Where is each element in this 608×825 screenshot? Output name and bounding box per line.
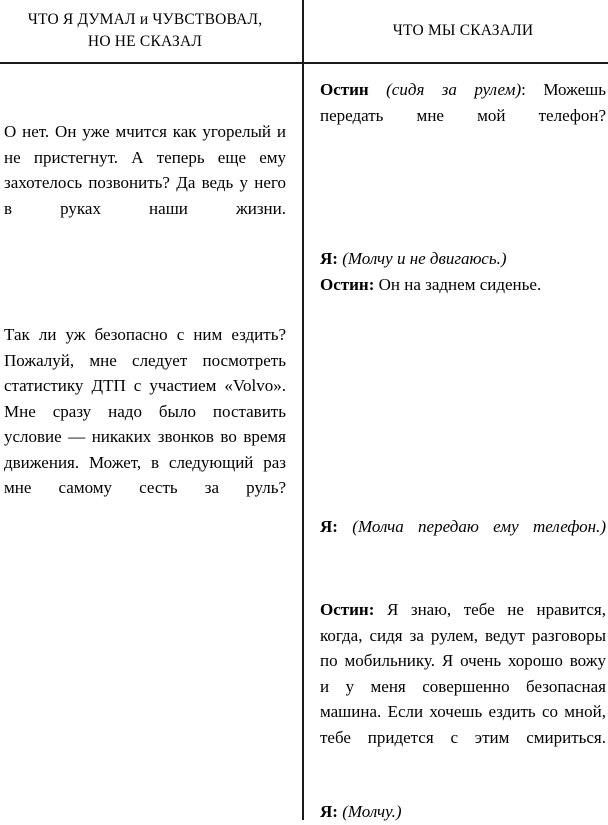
dialogue-speaker: Остин:: [320, 600, 375, 619]
dialogue-speaker: Я:: [320, 802, 338, 821]
dialogue-line-5: [320, 597, 606, 776]
table-header-row: [0, 0, 608, 64]
dialogue-speaker: Я:: [320, 517, 338, 536]
dialogue-speaker: Остин: [320, 80, 369, 99]
dialogue-line-2: [320, 246, 606, 272]
dialogue-stage-direction: (сидя за рулем): [386, 80, 522, 99]
left-paragraph-2: Так ли уж безопасно с ним ездить? Пожалуй, мне следует посмотреть статистику ДТП с участием «Volvo». Мне сразу надо было поставить условие — никаких звонков во время движения. Может, в следующий раз мне самому сесть за руль?: [4, 325, 286, 497]
left-paragraph-1: О нет. Он уже мчится как угорелый и не пристегнут. А теперь еще ему захотелось позвонить? Да ведь у него в руках наши жизни.: [4, 122, 286, 218]
table-body-row: [0, 64, 608, 820]
header-left-line1: ЧТО Я ДУМАЛ и ЧУВСТВОВАЛ,: [27, 11, 263, 28]
dialogue-line-1: [320, 77, 606, 154]
dialogue-space: [338, 517, 352, 536]
dialogue-text: Он на заднем сиденье.: [378, 275, 542, 294]
body-cell-right: [304, 64, 608, 820]
dialogue-line-6: [320, 799, 606, 825]
header-cell-left: [0, 0, 304, 62]
dialogue-text: Можешь передать мне мой телефон?: [320, 80, 606, 125]
dialogue-speaker: Я:: [320, 249, 338, 268]
header-left-text: [28, 9, 263, 53]
body-cell-left: [0, 64, 304, 820]
header-cell-right: [304, 0, 608, 62]
dialogue-separator: :: [521, 80, 544, 99]
dialogue-space: [369, 80, 386, 99]
dialogue-line-3: [320, 272, 606, 298]
left-column-content: [4, 64, 286, 820]
dialogue-speaker: Остин:: [320, 275, 375, 294]
dialogue-text: Я знаю, тебе не нравится, когда, сидя за рулем, ведут разговоры по мобильнику. Я очень хорошо вожу и у меня совершенно безопасная машина. Если хочешь ездить со мной, тебе придется с этим смириться.: [320, 600, 606, 747]
dialogue-stage-direction: (Молча передаю ему телефон.): [352, 517, 607, 536]
dialogue-space: [374, 600, 387, 619]
dialogue-stage-direction: (Молчу и не двигаюсь.): [342, 249, 507, 268]
right-column-content: [320, 64, 606, 820]
dialogue-line-4: [320, 514, 606, 565]
dialogue-stage-direction: (Молчу.): [342, 802, 402, 821]
header-left-line2: НО НЕ СКАЗАЛ: [87, 33, 203, 50]
header-right-text: ЧТО МЫ СКАЗАЛИ: [392, 22, 534, 39]
